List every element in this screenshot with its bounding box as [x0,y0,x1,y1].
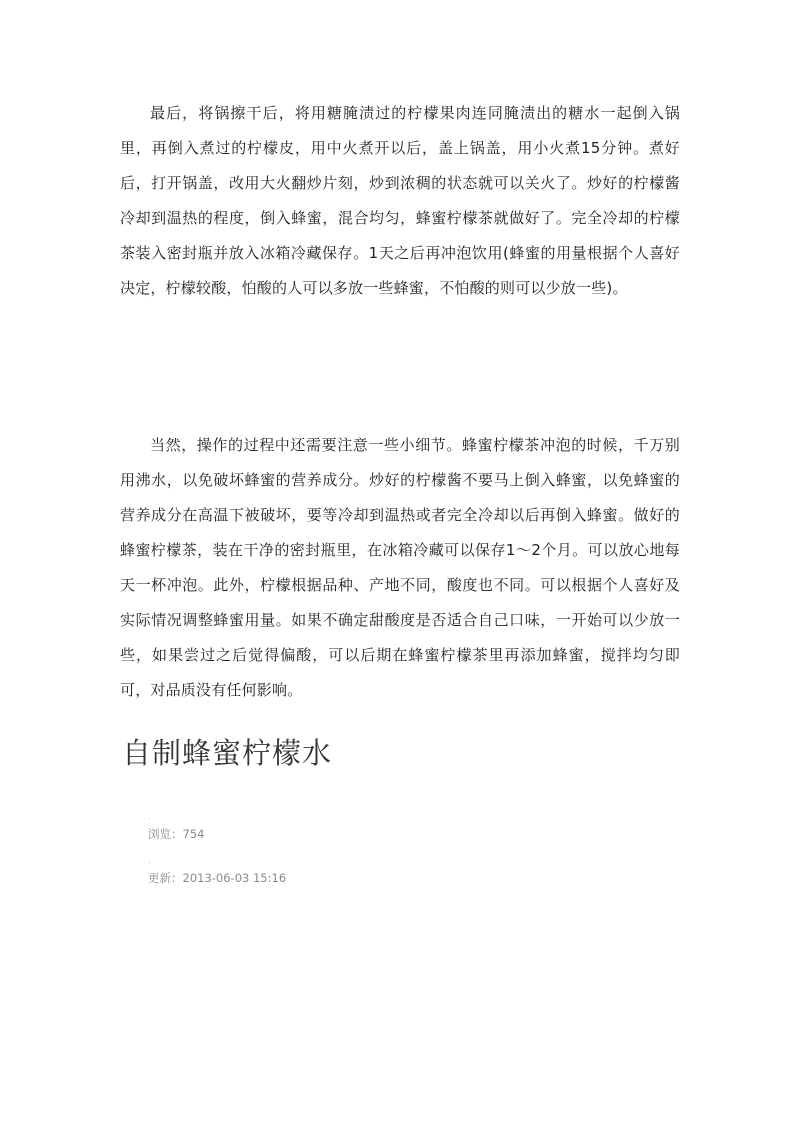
views-label: 浏览： [148,827,183,841]
bullet-dot-icon: · [148,815,151,824]
updated-value: 2013-06-03 15:16 [182,871,287,885]
article-paragraph-1: 最后，将锅擦干后，将用糖腌渍过的柠檬果肉连同腌渍出的糖水一起倒入锅里，再倒入煮过的柠檬皮，用中火煮开以后，盖上锅盖，用小火煮15分钟。煮好后，打开锅盖，改用大火翻炒片刻，炒到浓稠的状态就可以关火了。炒好的柠檬酱冷却到温热的程度，倒入蜂蜜，混合均匀，蜂蜜柠檬茶就做好了。完全冷却的柠檬茶装入密封瓶并放入冰箱冷藏保存。1天之后再冲泡饮用(蜂蜜的用量根据个人喜好决定，柠檬较酸，怕酸的人可以多放一些蜂蜜，不怕酸的则可以少放一些)。 [120,104,680,297]
updated-time [148,859,287,886]
recipe-title: 自制蜂蜜柠檬水 [122,736,333,770]
views-value: 754 [182,827,205,841]
bullet-dot-icon: · [148,859,151,868]
views-count [148,815,205,842]
article-paragraph-2: 当然，操作的过程中还需要注意一些小细节。蜂蜜柠檬茶冲泡的时候，千万别用沸水，以免破坏蜂蜜的营养成分。炒好的柠檬酱不要马上倒入蜂蜜，以免蜂蜜的营养成分在高温下被破坏，要等冷却到温热或者完全冷却以后再倒入蜂蜜。做好的蜂蜜柠檬茶，装在干净的密封瓶里，在冰箱冷藏可以保存1～2个月。可以放心地每天一杯冲泡。此外，柠檬根据品种、产地不同，酸度也不同。可以根据个人喜好及实际情况调整蜂蜜用量。如果不确定甜酸度是否适合自己口味，一开始可以少放一些，如果尝过之后觉得偏酸，可以后期在蜂蜜柠檬茶里再添加蜂蜜，搅拌均匀即可，对品质没有任何影响。 [120,436,680,699]
updated-label: 更新： [148,871,183,885]
